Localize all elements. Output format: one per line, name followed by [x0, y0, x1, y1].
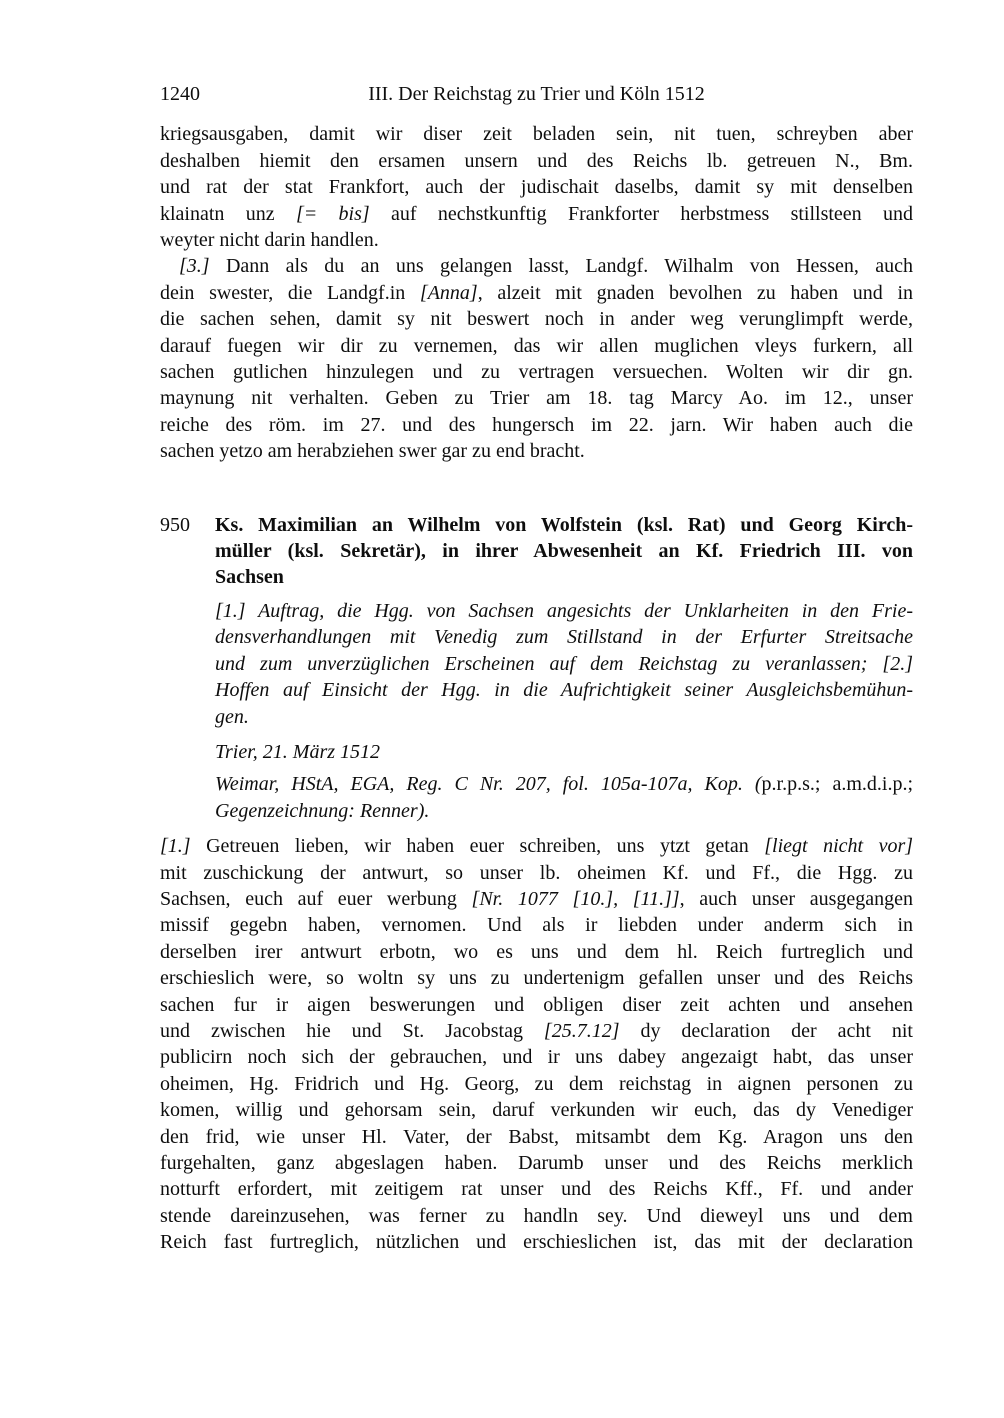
text-line: [160, 886, 913, 912]
text-line: [160, 1097, 913, 1123]
text-run: Reich fast furtreglich, nützlichen und erschieslichen ist, das mit der declaration: [160, 1231, 913, 1254]
text-run: publicirn noch sich der gebrauchen, und ir uns dabey angezaigt habt, das unser: [160, 1046, 913, 1069]
text-line: [160, 1124, 913, 1150]
text-line: [160, 1203, 913, 1229]
text-line: [160, 1176, 913, 1202]
text-run: den frid, wie unser Hl. Vater, der Babst, mitsambt dem Kg. Aragon uns den: [160, 1125, 913, 1148]
text-line: [160, 412, 913, 438]
paragraph-continued-from-previous-page: [160, 121, 913, 253]
text-line: [160, 227, 913, 253]
paragraph-section-3: [160, 253, 913, 464]
text-run: Ks. Maximilian an Wilhelm von Wolfstein (ksl. Rat) und Georg Kirch-: [215, 513, 913, 536]
text-line: [160, 1071, 913, 1097]
text-line: [215, 798, 913, 824]
entry-950: [160, 512, 913, 1256]
text-run: notturft erfordert, mit zeitigem rat unser und des Reichs Kff., Ff. und ander: [160, 1178, 913, 1201]
text-run: klainatn unz: [160, 202, 296, 225]
text-run: kriegsausgaben, damit wir diser zeit beladen sein, nit tuen, schreyben aber: [160, 123, 913, 146]
text-line: [215, 651, 913, 677]
text-line: [160, 833, 913, 859]
text-run: komen, willig und gehorsam sein, daruf verkunden wir euch, das dy Venediger: [160, 1099, 913, 1122]
italic-text-run: [1.] Auftrag, die Hgg. von Sachsen angesichts der Unklarheiten in den Frie-: [215, 599, 913, 622]
italic-text-run: Hoffen auf Einsicht der Hgg. in die Aufrichtigkeit seiner Ausgleichsbemühun-: [215, 679, 913, 702]
text-line: [160, 148, 913, 174]
text-run: dy declaration der acht nit: [619, 1019, 913, 1042]
italic-text-run: Gegenzeichnung: Renner).: [215, 799, 430, 822]
text-run: deshalben hiemit den ersamen unsern und des Reichs lb. getreuen N., Bm.: [160, 149, 913, 172]
text-line: [160, 280, 913, 306]
text-run: darauf fuegen wir dir zu vernemen, das wir allen muglichen vleys furkern, all: [160, 334, 913, 357]
text-line: [215, 677, 913, 703]
text-run: Sachsen, euch auf euer werbung: [160, 887, 472, 910]
text-run: die sachen sehen, damit sy nit beswert noch in ander weg verunglimpft werde,: [160, 308, 913, 331]
text-line: [160, 1229, 913, 1255]
italic-text-run: [1.]: [160, 835, 191, 858]
entry-summary: [215, 598, 913, 730]
italic-text-run: [liegt nicht vor]: [764, 835, 914, 858]
italic-text-run: [Nr. 1077 [10.], [11.]]: [471, 887, 680, 910]
text-run: oheimen, Hg. Fridrich und Hg. Georg, zu dem reichstag in aignen personen zu: [160, 1072, 913, 1095]
page-number: 1240: [160, 83, 200, 105]
entry-source-reference: [215, 771, 913, 824]
italic-text-run: [25.7.12]: [543, 1019, 620, 1042]
text-line: [160, 359, 913, 385]
text-run: und zwischen hie und St. Jacobstag: [160, 1019, 544, 1042]
text-line: [160, 438, 913, 464]
text-line: [160, 121, 913, 147]
page-header: [160, 81, 913, 107]
text-line: [160, 1044, 913, 1070]
text-run: sachen yetzo am herabziehen swer gar zu end bracht.: [160, 440, 585, 463]
text-line: [215, 598, 913, 624]
text-run: , alzeit mit gnaden bevolhen zu haben und in: [477, 281, 913, 304]
italic-text-run: densverhandlungen mit Venedig zum Stillstand in der Erfurter Streitsache: [215, 626, 913, 649]
text-run: sachen gutlichen hinzulegen und zu vertragen versuechen. Wolten wir dir gn.: [160, 361, 913, 384]
text-run: auf nechstkunftig Frankforter herbstmess stillsteen und: [369, 202, 913, 225]
entry-title: [215, 512, 913, 591]
text-run: , auch unser ausgegangen: [679, 887, 913, 910]
entry-body-text: [160, 833, 913, 1256]
italic-text-run: [= bis]: [295, 202, 370, 225]
text-line: [160, 1018, 913, 1044]
text-run: Sachsen: [215, 566, 284, 589]
text-line: [215, 538, 913, 564]
text-run: Dann als du an uns gelangen lasst, Landgf. Wilhalm von Hessen, auch: [209, 255, 913, 278]
text-line: [160, 201, 913, 227]
text-line: [160, 992, 913, 1018]
text-run: müller (ksl. Sekretär), in ihrer Abwesenheit an Kf. Friedrich III. von: [215, 540, 913, 563]
text-line: [160, 253, 913, 279]
italic-text-run: und zum unverzüglichen Erscheinen auf dem Reichstag zu veranlassen; [2.]: [215, 652, 913, 675]
text-run: maynung nit verhalten. Geben zu Trier am 18. tag Marcy Ao. im 12., unser: [160, 387, 913, 410]
text-line: [160, 174, 913, 200]
text-run: Getreuen lieben, wir haben euer schreiben, uns ytzt getan: [190, 835, 765, 858]
text-line: [160, 333, 913, 359]
italic-text-run: [Anna]: [419, 281, 478, 304]
text-line: [215, 704, 913, 730]
text-line: [160, 860, 913, 886]
text-run: mit zuschickung der antwurt, so unser lb. oheimen Kf. und Ff., die Hgg. zu: [160, 861, 913, 884]
italic-text-run: gen.: [215, 705, 249, 728]
text-run: stende dareinzusehen, was ferner zu handln sey. Und dieweyl uns und dem: [160, 1204, 913, 1227]
text-line: [215, 771, 913, 797]
text-line: [215, 564, 913, 590]
text-line: [160, 965, 913, 991]
text-run: furgehalten, ganz abgeslagen haben. Darumb unser und des Reichs merklich: [160, 1152, 913, 1175]
entry-heading: [160, 512, 913, 591]
text-run: p.r.p.s.; a.m.d.i.p.;: [761, 773, 913, 796]
text-line: [160, 912, 913, 938]
text-run: reiche des röm. im 27. und des hungersch im 22. jarn. Wir haben auch die: [160, 413, 913, 436]
text-run: und rat der stat Frankfort, auch der judischait daselbs, damit sy mit denselben: [160, 176, 913, 199]
text-line: [160, 385, 913, 411]
italic-text-run: Weimar, HStA, EGA, Reg. C Nr. 207, fol. 105a-107a, Kop. (: [215, 773, 762, 796]
text-line: [215, 624, 913, 650]
text-run: sachen fur ir aigen beswerungen und obligen diser zeit achten und ansehen: [160, 993, 913, 1016]
entry-dateline: Trier, 21. März 1512: [215, 740, 381, 763]
running-title: III. Der Reichstag zu Trier und Köln 1512: [368, 83, 705, 105]
text-run: missif gegebn haben, vernomen. Und als ir liebden under anderm sich in: [160, 914, 913, 937]
text-line: [160, 306, 913, 332]
text-line: [215, 512, 913, 538]
text-run: weyter nicht darin handlen.: [160, 229, 379, 252]
text-run: erschieslich were, so woltn sy uns zu undertenigm gefallen unser und des Reichs: [160, 967, 913, 990]
text-line: [160, 1150, 913, 1176]
text-run: derselben irer antwurt erbotn, wo es uns und dem hl. Reich furtreglich und: [160, 940, 913, 963]
entry-number: 950: [160, 513, 190, 536]
text-run: dein swester, die Landgf.in: [160, 281, 420, 304]
italic-text-run: [3.]: [179, 255, 210, 278]
text-line: [160, 939, 913, 965]
